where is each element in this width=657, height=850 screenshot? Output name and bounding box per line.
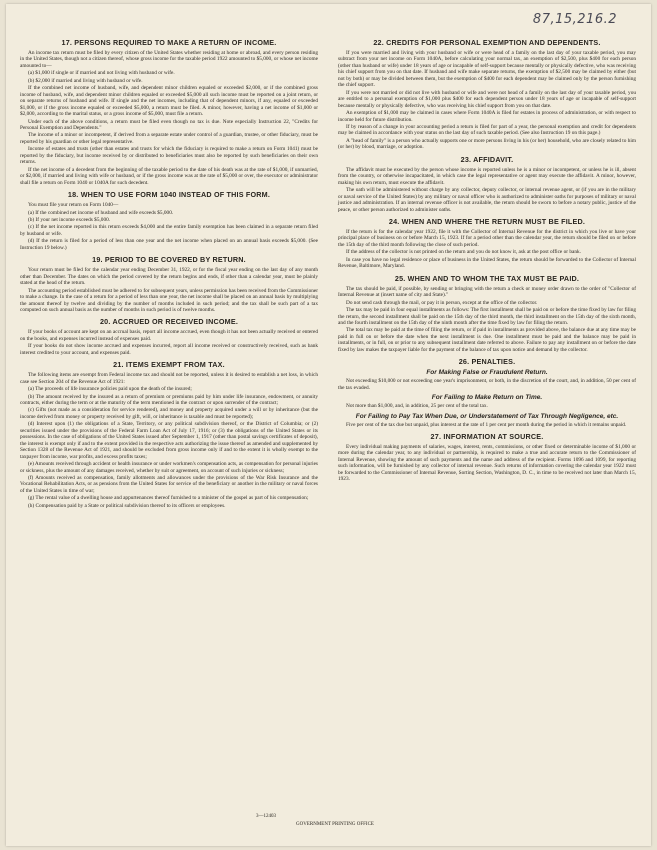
subsection-heading: For Failing to Make Return on Time. (431, 394, 543, 402)
section-heading: 17. PERSONS REQUIRED TO MAKE A RETURN OF INCOME. (61, 38, 277, 47)
paragraph: Not exceeding $10,000 or not exceeding one year's imprisonment, or both, in the discretion of the court, and, in addition, 50 per cent of the tax evaded. (338, 378, 636, 391)
form-reference: 3—12403 (256, 814, 276, 819)
paragraph: (a) The proceeds of life insurance policies paid upon the death of the insured; (28, 386, 192, 393)
paragraph: The total tax may be paid at the time of filing the return, or if paid in installments as provided above, the balance due at any time may be paid in full on or before the date when the next installment is due. One installment must be paid and the balance may be paid in installments, or in full, on or prior to any subsequent installment date referred to above. Failure to pay any installment on or before the date fixed by law makes the taxpayer liable for the payment of the balance of tax upon notice and demand by the collector. (338, 327, 636, 353)
paragraph: (a) If the combined net income of husband and wife exceeds $5,000. (28, 209, 174, 216)
paragraph: Do not send cash through the mail, or pay it in person, except at the office of the collector. (346, 299, 538, 306)
paragraph: The tax should be paid, if possible, by sending or bringing with the return a check or money order drawn to the order of "Collector of Internal Revenue at (insert name of city and State)." (338, 285, 636, 299)
document-page (6, 4, 651, 846)
paragraph: (d) If the return is filed for a period of less than one year and the net income when placed on an annual basis exceeds $5,000. (See Instruction 19 below.) (20, 238, 318, 251)
section-heading: 22. CREDITS FOR PERSONAL EXEMPTION AND DEPENDENTS. (373, 38, 601, 47)
paragraph: If by reason of a change in your accounting period a return is filed for part of a year, the personal exemption and credit for dependents may be claimed in accordance with your status on the last day of such taxable period. (See also Instruction 19 on this page.) (338, 123, 636, 137)
paragraph: If you were married and living with your husband or wife or were head of a family on the last day of your taxable period, you may subtract from your net income on Form 1040A, before calculating your normal tax, an exemption of $2,500, plus $400 for each person (other than husband or wife) under 18 years of age or incapable of self-support because mentally or physically defective, who was receiving his chief support from you on that date. If husband and wife make separate returns, the exemption of $2,500 may be claimed by either (but not by both) or may be divided between them, but the exemption of $400 for each dependent may be claimed only by the person furnishing the chief support. (338, 50, 636, 89)
paragraph: If you were not married or did not live with husband or wife and were not head of a family on the last day of your taxable period, you are entitled to a personal exemption of $1,000 plus $400 for each dependent person under 18 years of age or incapable of self-support because mentally or physically defective, who was receiving his chief support from you on that date. (338, 89, 636, 109)
paragraph: If the net income of a decedent from the beginning of the taxable period to the date of his death was at the rate of $1,000, if unmarried, or $2,000, if married and living with wife or husband, or if the gross income was at the rate of $5,000 or over, the executor or administrator shall file a return on Form 1040 or 1040A for such decedent. (20, 166, 318, 186)
paragraph: Not more than $1,000, and, in addition, 25 per cent of the total tax. (346, 403, 488, 410)
section-heading: 24. WHEN AND WHERE THE RETURN MUST BE FILED. (388, 216, 586, 226)
paragraph: An exemption of $1,000 may be claimed in cases where Form 1040A is filed for estates in process of administration, or with respect to income held for future distribution. (338, 110, 636, 123)
paragraph: (b) The amount received by the insured as a return of premium or premiums paid by him under life insurance, endowment, or annuity contracts, either during the term or at the maturity of the term mentioned in the contract or upon surrender of the contract; (20, 393, 318, 407)
paragraph: (b) $2,000 if married and living with husband or wife. (28, 77, 143, 84)
paragraph: (e) Amounts received through accident or health insurance or under workmen's compensation acts, as compensation for personal injuries or sickness, plus the amount of any damages received, whether by suit or agreement, on account of such injuries or sickness; (20, 461, 318, 474)
paragraph: (h) Compensation paid by a State or political subdivision thereof to its officers or employees. (28, 502, 226, 509)
paragraph: Your return must be filed for the calendar year ending December 31, 1922, or for the fiscal year ending on the last day of any month other than December. The dates on which the period covered by the return begins and ends, if other than a calendar year, must be plainly stated at the head of the return. (20, 267, 318, 287)
paragraph: If your books of account are kept on an accrual basis, report all income accrued, even though it has not been actually received or entered on the books, and expenses incurred instead of expenses paid. (20, 329, 318, 342)
paragraph: The oath will be administered without charge by any collector, deputy collector, or internal revenue agent, or (if you are in the military or naval service of the United States) by any military or naval officer who is authorized to administer oaths for purposes of military or naval justice and administration. If an internal revenue officer is not available, the return should be sworn to before a notary public, justice of the peace, or other person authorized to administer oaths. (338, 187, 636, 213)
paragraph: Under each of the above conditions, a return must be filed even though no tax is due. Note especially Instruction 22, "Credits for Personal Exemption and Dependents." (20, 118, 318, 131)
paragraph: (g) The rental value of a dwelling house and appurtenances thereof furnished to a minister of the gospel as part of his compensation; (28, 495, 309, 502)
printer-credit: GOVERNMENT PRINTING OFFICE (296, 822, 374, 827)
paragraph: If the address of the collector is not printed on the return and you do not know it, ask at the post office or bank. (346, 249, 581, 256)
paragraph: Every individual making payments of salaries, wages, interest, rents, commissions, or other fixed or determinable income of $1,000 or more during the calendar year, to any individual or partnership, is required to make a true and accurate return to the Commissioner of Internal Revenue, showing the amount of such payments and the name and address of the recipient. Forms 1096 and 1099, for reporting such information, will be furnished by any collector of internal revenue. Such returns of information covering the calendar year 1922 must be forwarded to the Commissioner of Internal Revenue, Sorting Section, Washington, D. C., in time to be received not later than March 15, 1923. (338, 444, 636, 483)
paragraph: The income of a minor or incompetent, if derived from a separate estate under control of a guardian, trustee, or other fiduciary, must be reported by his guardian or other legal representative. (20, 132, 318, 145)
paragraph: An income tax return must be filed by every citizen of the United States whether residing at home or abroad, and every person residing in the United States, though not a citizen thereof, whose gross income for the taxable period 1922 amounted to $5,000, or whose net income amounted to— (20, 50, 318, 69)
paragraph: The tax may be paid in four equal installments as follows: The first installment shall be paid on or before the time fixed by law for filing the return, the second installment shall be paid on the 15th day of the third month, the third installment on the 15th day of the sixth month, and the fourth installment on the 15th day of the ninth month after the time fixed by law for filing the return. (338, 307, 636, 326)
paragraph: If the combined net income of husband, wife, and dependent minor children equaled or exceeded $2,000, or if the combined gross income of husband, wife, and dependent minor children equaled or exceeded $5,000 all such income must be reported on a joint return, or on separate returns of husband and wife. If single and the net incomes, including that of dependent minors, if any, equaled or exceeded $1,000, or if the gross income equaled or exceeded $5,000, a return must be filed. A minor, however, having a net income of $1,000 or $2,000, according to the marital status, or a gross income of $5,000, must file a return. (20, 85, 318, 118)
paragraph: Income of estates and trusts (other than estates and trusts for which the fiduciary is required to make a return on Form 1041) must be reported by the fiduciary, but income received by or distributed to beneficiaries must also be reported by such beneficiaries on their own returns. (20, 146, 318, 166)
section-heading: 20. ACCRUED OR RECEIVED INCOME. (99, 317, 239, 327)
paragraph: In case you have no legal residence or place of business in the United States, the return should be forwarded to the Collector of Internal Revenue, Baltimore, Maryland. (338, 256, 636, 270)
paragraph: A "head of family" is a person who actually supports one or more persons living in his (or her) household, who are closely related to him (or her) by blood, marriage, or adoption. (338, 137, 636, 151)
paragraph: If your books do not show income accrued and expenses incurred, report all income received or constructively received, such as bank interest credited to your account, and expenses paid. (20, 343, 318, 356)
subsection-heading: For Making False or Fraudulent Return. (426, 369, 548, 377)
section-heading: 18. WHEN TO USE FORM 1040 INSTEAD OF THIS FORM. (67, 190, 271, 200)
section-heading: 25. WHEN AND TO WHOM THE TAX MUST BE PAID. (394, 273, 580, 283)
paragraph: The following items are exempt from Federal income tax and should not be reported, unless it is desired to establish a net loss, in which case see Section 204 of the Revenue Act of 1921: (20, 372, 318, 385)
left-column (20, 34, 318, 510)
section-heading: 21. ITEMS EXEMPT FROM TAX. (113, 360, 225, 370)
paragraph: If the return is for the calendar year 1922, file it with the Collector of Internal Revenue for the district in which you live or have your principal place of business on or before March 15, 1923. If for a period other than the calendar year, the return should be filed on or before the 15th day of the third month following the close of such period. (338, 228, 636, 248)
subsection-heading: For Failing to Pay Tax When Due, or Understatement of Tax Through Negligence, etc. (355, 412, 619, 420)
right-column (338, 34, 636, 484)
paragraph: (b) If your net income exceeds $5,000. (28, 216, 111, 223)
paragraph: (c) Gifts (not made as a consideration for service rendered), and money and property acquired under a will or by inheritance (but the income derived from money or property received by gift, will, or inheritance is taxable and must be reported); (20, 407, 318, 420)
paragraph: The affidavit must be executed by the person whose income is reported unless he is a minor or incompetent, or unless he is ill, absent from the country, or otherwise incapacitated, in which case the legal representative or agent may execute the affidavit. A minor, however, making his own return, must execute the affidavit. (338, 166, 636, 186)
paragraph: You must file your return on Form 1040— (28, 202, 119, 209)
section-heading: 19. PERIOD TO BE COVERED BY RETURN. (92, 255, 246, 265)
section-heading: 23. AFFIDAVIT. (460, 154, 514, 164)
paragraph: (c) If the net income reported in this return exceeds $4,000 and the entire family exemption has been claimed in a separate return filed by husband or wife. (20, 224, 318, 237)
section-heading: 27. INFORMATION AT SOURCE. (430, 432, 544, 442)
paragraph: (a) $1,000 if single or if married and not living with husband or wife. (28, 70, 175, 77)
paragraph: Five per cent of the tax due but unpaid, plus interest at the rate of 1 per cent per month during the period in which it remains unpaid. (346, 421, 627, 428)
section-heading: 26. PENALTIES. (458, 357, 516, 367)
paragraph: (d) Interest upon (1) the obligations of a State, Territory, or any political subdivision thereof, or the District of Columbia; or (2) securities issued under the provisions of the Federal Farm Loan Act of July 17, 1916; or (3) the obligations of the United States or its possessions. In the case of obligations of the United States issued after September 1, 1917 (other than postal savings certificates of deposit), the interest is exempt only if and to the extent provided in the respective acts authorizing the issue thereof as amended and supplemented by Section 1328 of the Revenue Act of 1921, and should be excluded from gross income only if and to the extent it is wholly exempt to the taxpayer from income, war profits, and excess profits taxes; (20, 421, 318, 460)
handwritten-number: 87,15,216.2 (532, 12, 617, 27)
paragraph: (f) Amounts received as compensation, family allotments and allowances under the provisions of the War Risk Insurance and the Vocational Rehabilitation Acts, or as pensions from the United States for service of the beneficiary or another in the military or naval forces of the United States in time of war; (20, 475, 318, 494)
paragraph: The accounting period established must be adhered to for subsequent years, unless permission has been received from the Commissioner to make a change. In the case of a return for a period of less than one year, the net income shall be placed on an annual basis by multiplying the amount thereof by twelve and dividing by the number of months included in such period; and the tax shall be such part of a tax computed on such annual basis as the number of months in such period is of twelve months. (20, 287, 318, 313)
